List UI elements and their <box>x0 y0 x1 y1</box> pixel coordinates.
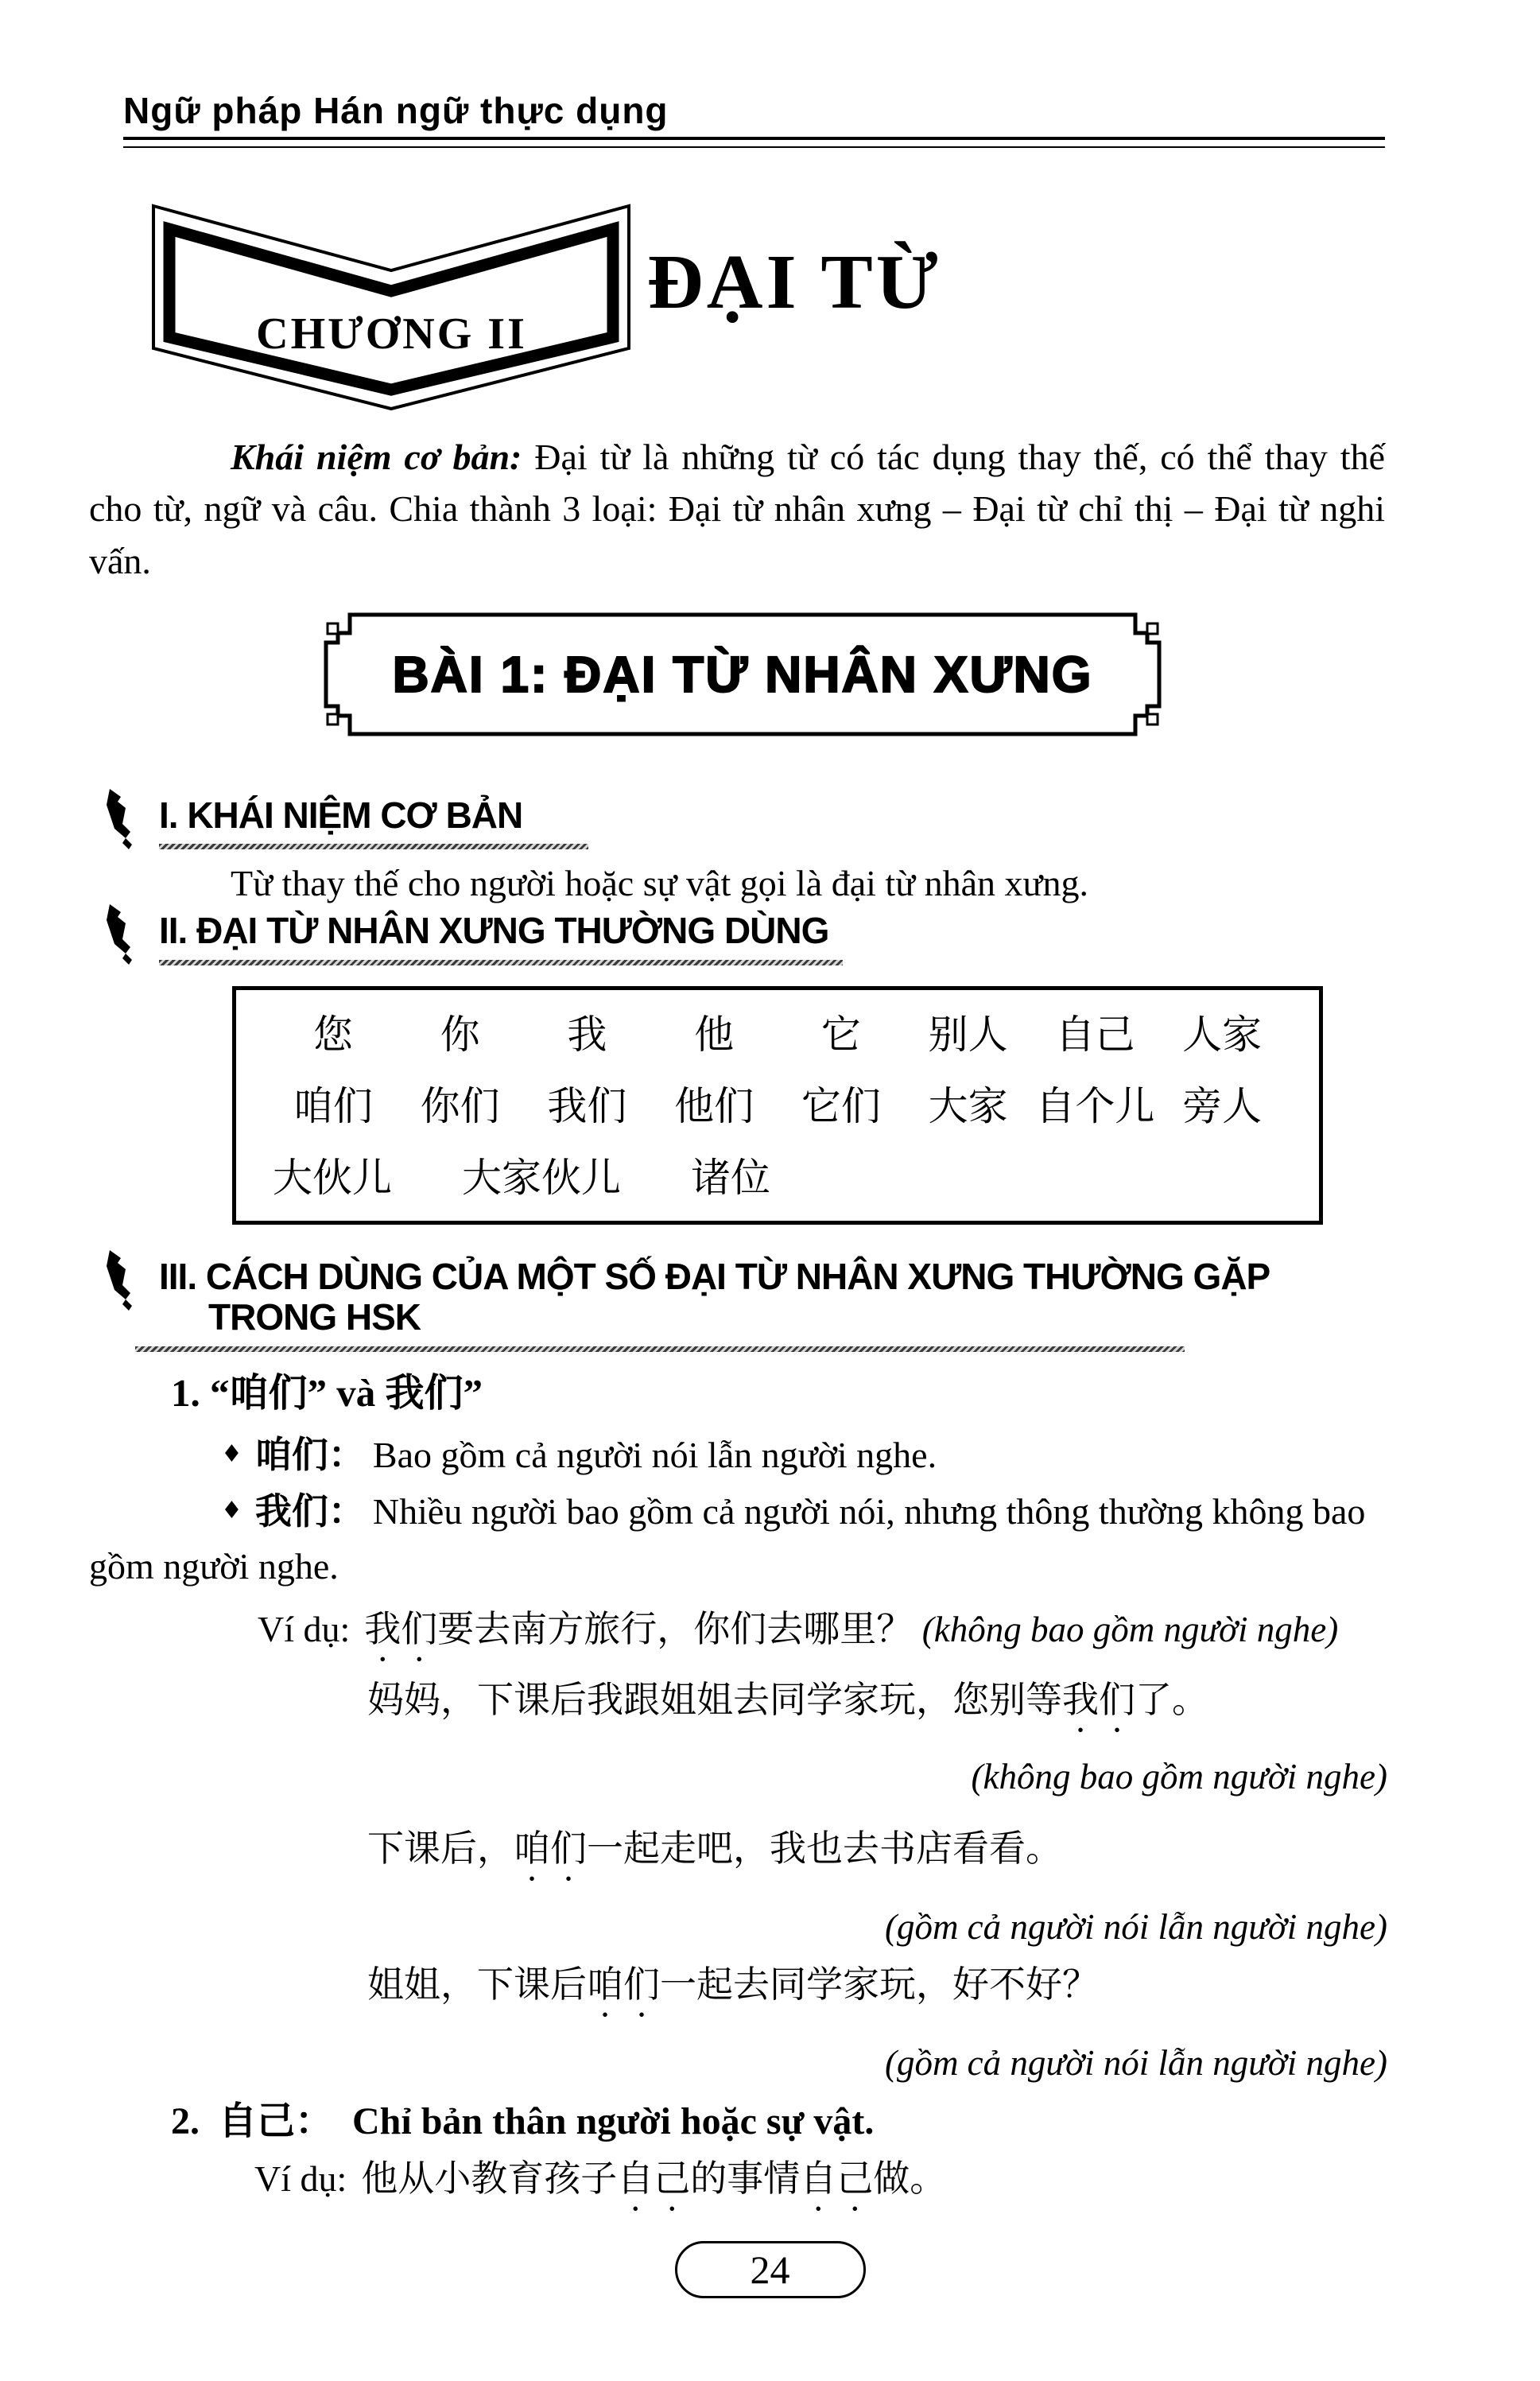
page-number-pill <box>675 2241 866 2298</box>
book-title: Ngữ pháp Hán ngữ thực dụng <box>123 90 669 131</box>
header-rule <box>123 137 1385 148</box>
sentence-cjk: 下课后， <box>367 1828 514 1869</box>
item-1-heading: 1. “咱们” và 我们” <box>171 1371 483 1415</box>
lesson-plaque <box>322 611 1163 738</box>
pronoun-cell: 你 <box>440 1012 480 1057</box>
example-sentence <box>367 1821 1385 1889</box>
term-cjk: 自己： <box>219 2100 334 2142</box>
usage-note: (không bao gồm người nghe) <box>971 1757 1387 1796</box>
definition-text: Chỉ bản thân người hoặc sự vật. <box>352 2100 875 2142</box>
pronoun-cell: 旁人 <box>1182 1083 1263 1128</box>
diamond-bullet-icon: ♦ <box>221 1440 242 1468</box>
lesson-title: BÀI 1: ĐẠI TỪ NHÂN XƯNG <box>392 645 1093 703</box>
pen-icon <box>102 789 137 853</box>
pen-icon <box>102 1250 137 1315</box>
pronoun-cell: 我们 <box>547 1083 627 1128</box>
section-3-title-line1: III. CÁCH DÙNG CỦA MỘT SỐ ĐẠI TỪ NHÂN XƯNG THƯỜNG GẶP <box>159 1255 1270 1297</box>
section-underline <box>135 1346 1185 1352</box>
definition-text: Nhiều người bao gồm cả người nói, nhưng thông thường không bao gồm người nghe. <box>89 1491 1366 1587</box>
sentence-cjk: 他从小教育孩子 <box>361 2158 618 2199</box>
pronoun-cell: 我 <box>567 1012 607 1057</box>
intro-text: Đại từ là những từ có tác dụng thay thế, có thể thay thế cho từ, ngữ và câu. Chia thành 3 loại: Đại từ nhân xưng – Đại từ chỉ thị – Đại từ nghi vấn. <box>89 437 1385 581</box>
pronoun-cell: 它们 <box>801 1083 881 1128</box>
sentence-cjk: 一起去同学家玩，好不好？ <box>660 1964 1099 2005</box>
item-2-heading <box>171 2090 1385 2145</box>
example-sentence <box>367 1672 1385 1740</box>
sentence-cjk: 的事情 <box>690 2158 801 2199</box>
intro-lead: Khái niệm cơ bản: <box>231 437 522 477</box>
usage-note: (gồm cả người nói lẫn người nghe) <box>884 1907 1387 1947</box>
example-label: Ví dụ: <box>258 1609 351 1649</box>
section-underline <box>159 844 588 849</box>
emphasized-word: 自己 <box>617 2158 691 2199</box>
pronoun-cell: 他们 <box>674 1083 754 1128</box>
pronoun-cell: 大家 <box>928 1083 1008 1128</box>
pronoun-cell: 他 <box>694 1012 735 1057</box>
emphasized-word: 咱们 <box>514 1828 587 1869</box>
section-1-body: Từ thay thế cho người hoặc sự vật gọi là đại từ nhân xưng. <box>231 863 1088 904</box>
usage-note: (không bao gồm người nghe) <box>921 1610 1339 1649</box>
pronoun-table <box>232 986 1323 1225</box>
sentence-cjk: 要去南方旅行，你们去哪里？ <box>437 1609 914 1649</box>
pronoun-cell: 人家 <box>1182 1012 1263 1057</box>
emphasized-word: 咱们 <box>587 1964 660 2005</box>
usage-note: (gồm cả người nói lẫn người nghe) <box>884 2043 1387 2083</box>
page-header <box>123 89 1385 148</box>
table-row <box>270 1074 1286 1132</box>
pronoun-cell: 咱们 <box>293 1083 373 1128</box>
chapter-number: CHƯƠNG II <box>256 309 527 359</box>
term-cjk: 咱们： <box>254 1435 365 1475</box>
emphasized-word: 我们 <box>364 1609 438 1649</box>
pen-icon <box>102 904 137 969</box>
emphasized-word: 自己 <box>800 2158 874 2199</box>
bullet-definition <box>89 1484 1389 1594</box>
example-sentence <box>254 2151 1385 2219</box>
example-sentence <box>258 1602 1460 1669</box>
sentence-cjk: 一起走吧，我也去书店看看。 <box>587 1828 1062 1869</box>
section-2-heading <box>159 911 1540 965</box>
pronoun-cell: 它 <box>820 1012 861 1057</box>
pronoun-cell: 你们 <box>420 1083 500 1128</box>
example-sentence <box>367 1957 1385 2025</box>
pronoun-cell: 大伙儿 <box>273 1155 392 1200</box>
chapter-banner <box>147 202 636 414</box>
emphasized-word: 我们 <box>1062 1680 1135 1720</box>
chapter-title: ĐẠI TỪ <box>647 239 941 325</box>
sentence-cjk: 妈妈，下课后我跟姐姐去同学家玩，您别等 <box>367 1680 1062 1720</box>
definition-text: Bao gồm cả người nói lẫn người nghe. <box>372 1435 937 1475</box>
pronoun-cell: 您 <box>312 1012 353 1057</box>
page-number: 24 <box>750 2247 790 2292</box>
intro-paragraph <box>89 431 1385 587</box>
chapter-header <box>147 202 1540 414</box>
section-3-title-line2: TRONG HSK <box>208 1296 421 1338</box>
pronoun-cell: 自己 <box>1055 1012 1135 1057</box>
section-1-title: I. KHÁI NIỆM CƠ BẢN <box>159 794 523 836</box>
section-3-heading <box>159 1257 1540 1352</box>
sentence-cjk: 了。 <box>1135 1680 1208 1720</box>
diamond-bullet-icon: ♦ <box>221 1497 242 1525</box>
pronoun-cell: 别人 <box>928 1012 1008 1057</box>
table-row <box>270 1146 1286 1203</box>
section-1-heading <box>159 795 1540 850</box>
pronoun-cell: 大家伙儿 <box>462 1155 621 1200</box>
section-underline <box>159 960 843 965</box>
sentence-cjk: 姐姐，下课后 <box>367 1964 587 2005</box>
item-number: 2. <box>171 2100 200 2142</box>
term-cjk: 我们： <box>254 1491 365 1532</box>
section-2-title: II. ĐẠI TỪ NHÂN XƯNG THƯỜNG DÙNG <box>159 910 829 952</box>
table-row <box>270 1003 1286 1060</box>
pronoun-cell: 自个儿 <box>1035 1083 1155 1128</box>
example-label: Ví dụ: <box>254 2158 347 2199</box>
pronoun-cell: 诸位 <box>691 1155 770 1200</box>
bullet-definition <box>89 1427 1389 1482</box>
sentence-cjk: 做。 <box>873 2158 947 2199</box>
